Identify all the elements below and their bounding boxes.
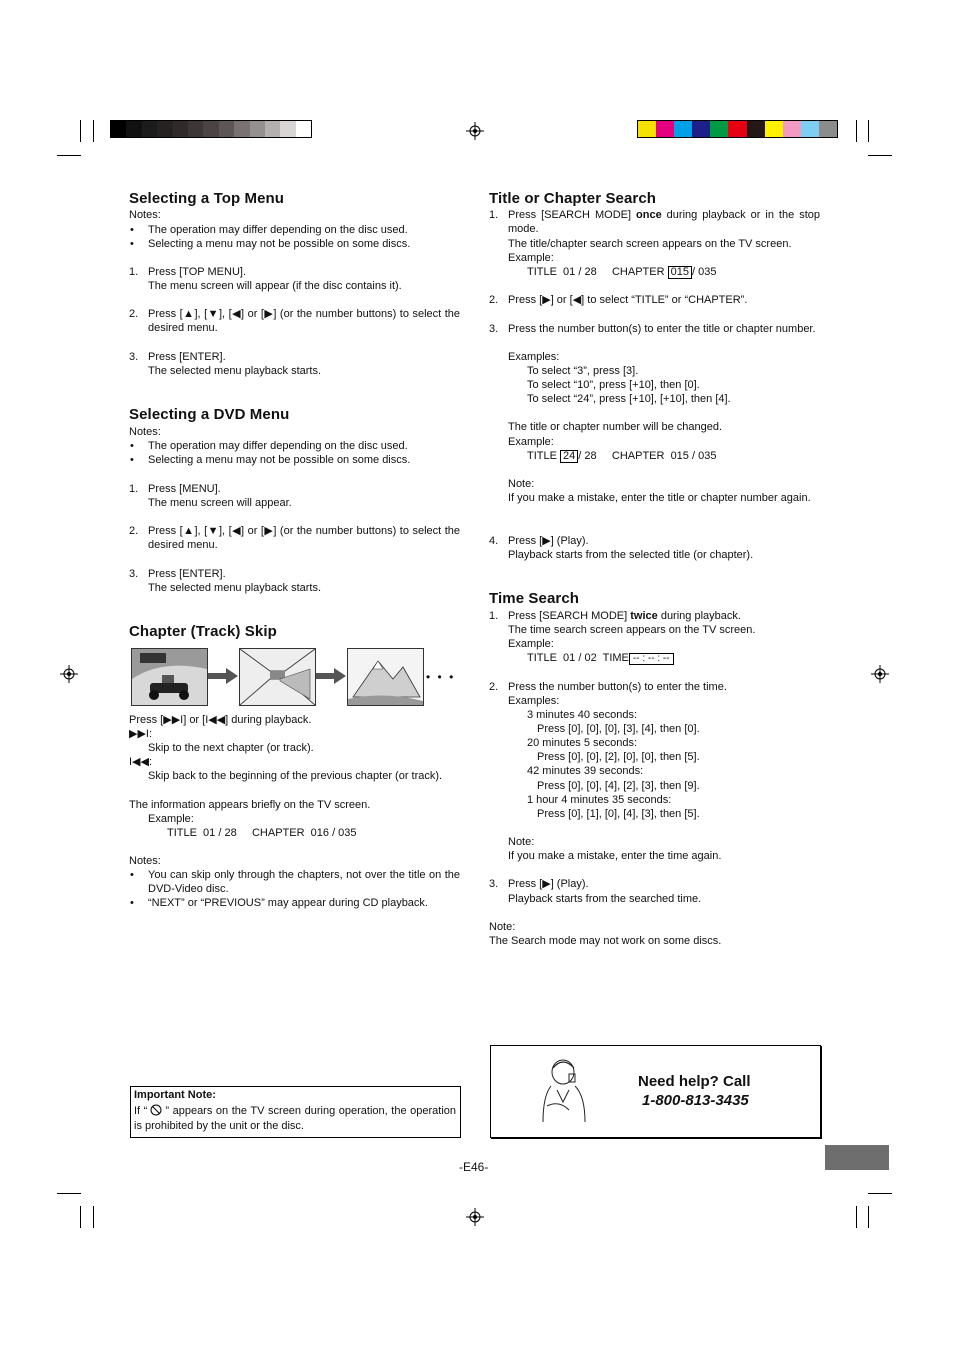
section-heading-chapter-skip: Chapter (Track) Skip [129,623,277,640]
emphasis-once: once [636,209,662,221]
time-example-press: Press [0], [0], [2], [0], [0], then [5]. [537,751,700,763]
step-subtext: The title/chapter search screen appears on the TV screen. [508,238,792,250]
display-text: TITLE [527,450,561,462]
time-example-press: Press [0], [1], [0], [4], [3], then [5]. [537,808,700,820]
notes-label: Notes: [129,209,161,221]
color-swatch [692,121,710,137]
note-text: If you make a mistake, enter the time again. [508,850,722,862]
step-text: Press the number button(s) to enter the title or chapter number. [508,323,816,335]
color-swatch [747,121,765,137]
example-item: To select “10”, press [+10], then [0]. [527,379,700,391]
registration-crosshair-icon [871,665,889,683]
step-text-part: Press [SEARCH MODE] [508,209,637,221]
example-label: Example: [508,638,554,650]
display-text: / 035 [691,266,717,278]
color-swatch [710,121,728,137]
step-text: Press [▲], [▼], [◀] or [▶] (or the number buttons) to select the desired menu. [148,308,460,335]
color-swatch [765,121,783,137]
step-text: Press [ENTER]. [148,351,226,363]
step-text: Press the number button(s) to enter the time. [508,681,727,693]
step-text: Press [MENU]. [148,483,221,495]
race-car-scene-image [131,648,208,706]
example-display: TITLE 01 / 28 CHAPTER 016 / 035 [167,827,357,839]
note-label: Note: [508,836,535,848]
page-number: -E46- [459,1160,489,1174]
step-number: 1. [129,483,139,495]
note-text: The Search mode may not work on some discs. [489,935,722,947]
grayscale-swatch [265,121,280,137]
color-swatch [728,121,746,137]
important-note-label: Important Note: [134,1089,216,1101]
step-subtext: The time search screen appears on the TV screen. [508,624,756,636]
step-number: 3. [129,351,139,363]
color-swatch [674,121,692,137]
display-text: TITLE 01 / 28 CHAPTER [527,266,668,278]
step-subtext: The selected menu playback starts. [148,365,322,377]
color-swatch [638,121,656,137]
step-subtext: Playback starts from the selected title (or chapter). [508,549,754,561]
registration-crosshair-icon [466,1208,484,1226]
note-text: If you make a mistake, enter the title or chapter number again. [508,492,811,504]
grayscale-swatch [234,121,249,137]
step-subtext: The menu screen will appear (if the disc contains it). [148,280,402,292]
note-item: • Selecting a menu may not be possible on some discs. [148,237,410,251]
help-box [490,1045,821,1138]
step-number: 1. [489,610,499,622]
grayscale-swatch [142,121,157,137]
mountain-scene-image [347,648,424,706]
prohibited-icon [149,1104,163,1116]
color-swatch [819,121,837,137]
note-label: Note: [508,478,535,490]
color-calibration-bar [637,120,838,138]
examples-label: Examples: [508,695,560,707]
previous-description: Skip back to the beginning of the previous chapter (or track). [148,770,443,782]
arrow-right-icon [208,668,238,684]
step-subtext: The selected menu playback starts. [148,582,322,594]
examples-label: Examples: [508,351,560,363]
example-label: Example: [508,252,554,264]
step-number: 2. [489,681,499,693]
example-item: To select “24”, press [+10], [+10], then [4]. [527,393,731,405]
step-number: 3. [489,323,499,335]
step-number: 3. [129,568,139,580]
color-swatch [783,121,801,137]
step-number: 4. [489,535,499,547]
step-text: Press [▲], [▼], [◀] or [▶] (or the number buttons) to select the desired menu. [148,525,460,552]
section-heading-time-search: Time Search [489,590,580,607]
important-note-text-start: If “ [134,1105,148,1117]
example-display [527,449,716,463]
registration-crosshair-icon [466,122,484,140]
note-item: • Selecting a menu may not be possible on some discs. [148,453,410,467]
time-input-box: -- : -- : -- [629,653,674,665]
arrow-right-icon [316,668,346,684]
step-number: 2. [129,525,139,537]
step-number: 2. [129,308,139,320]
step-text [508,208,820,236]
section-heading-top-menu: Selecting a Top Menu [129,190,285,207]
help-text: Need help? Call [638,1073,751,1090]
grayscale-swatch [219,121,234,137]
grayscale-swatch [126,121,141,137]
note-item: • The operation may differ depending on the disc used. [148,223,408,237]
next-description: Skip to the next chapter (or track). [148,742,314,754]
example-display [527,651,674,665]
display-text: TITLE 01 / 02 TIME [527,652,629,664]
chapter-input-box: 015 [668,266,692,279]
step-subtext: Playback starts from the searched time. [508,893,702,905]
time-example-label: 20 minutes 5 seconds: [527,737,638,749]
step-text: Press [▶] (Play). [508,535,589,547]
step-number: 1. [489,209,499,221]
color-swatch [801,121,819,137]
notes-label: Notes: [129,855,161,867]
title-input-box: 24 [560,450,578,463]
time-example-press: Press [0], [0], [4], [2], [3], then [9]. [537,780,700,792]
step-text: Press [TOP MENU]. [148,266,247,278]
time-example-press: Press [0], [0], [0], [3], [4], then [0]. [537,723,700,735]
grayscale-swatch [173,121,188,137]
example-display [527,265,716,279]
time-example-label: 3 minutes 40 seconds: [527,709,638,721]
continuation-dots: • • • [426,670,456,684]
step-text: Press [ENTER]. [148,568,226,580]
grayscale-swatch [250,121,265,137]
step-text: Press [▶] (Play). [508,878,589,890]
note-item: • You can skip only through the chapters, not over the title on the DVD-Video disc. [148,868,460,896]
registration-crosshair-icon [60,665,78,683]
important-note-text-end: ” appears on the TV screen during operation, the operation is prohibited by the unit or the disc. [134,1105,456,1132]
step-number: 3. [489,878,499,890]
section-heading-dvd-menu: Selecting a DVD Menu [129,406,290,423]
important-note-text [134,1104,456,1134]
previous-button-symbol: I◀◀: [129,756,153,768]
changed-text: The title or chapter number will be changed. [508,421,723,433]
section-heading-title-search: Title or Chapter Search [489,190,657,207]
example-label: Example: [508,436,554,448]
grayscale-swatch [203,121,218,137]
info-text: The information appears briefly on the TV screen. [129,799,371,811]
step-text: Press [▶] or [◀] to select “TITLE” or “CHAPTER”. [508,294,748,306]
time-example-label: 1 hour 4 minutes 35 seconds: [527,794,672,806]
note-item: • The operation may differ depending on the disc used. [148,439,408,453]
step-text [508,609,741,623]
next-button-symbol: ▶▶I: [129,728,153,740]
display-text: / 28 CHAPTER 015 / 035 [578,450,717,462]
step-text-part: during playback. [657,610,741,622]
grayscale-swatch [188,121,203,137]
skip-instruction: Press [▶▶I] or [I◀◀] during playback. [129,714,312,726]
color-swatch [656,121,674,137]
step-number: 2. [489,294,499,306]
time-example-label: 42 minutes 39 seconds: [527,765,644,777]
step-text-part: during playback or in the stop mode. [508,209,820,236]
page-side-tab [825,1145,889,1170]
step-subtext: The menu screen will appear. [148,497,292,509]
example-item: To select “3”, press [3]. [527,365,639,377]
grayscale-swatch [280,121,295,137]
step-number: 1. [129,266,139,278]
note-item: • “NEXT” or “PREVIOUS” may appear during CD playback. [148,896,428,910]
grayscale-swatch [111,121,126,137]
grayscale-calibration-bar [110,120,312,138]
train-station-scene-image [239,648,316,706]
notes-label: Notes: [129,426,161,438]
grayscale-swatch [157,121,172,137]
note-label: Note: [489,921,516,933]
help-phone-number: 1-800-813-3435 [642,1092,749,1109]
operator-headset-icon [539,1056,591,1124]
emphasis-twice: twice [630,610,658,622]
step-text-part: Press [SEARCH MODE] [508,610,631,622]
grayscale-swatch [296,121,311,137]
example-label: Example: [148,813,194,825]
important-note-box [130,1086,461,1138]
